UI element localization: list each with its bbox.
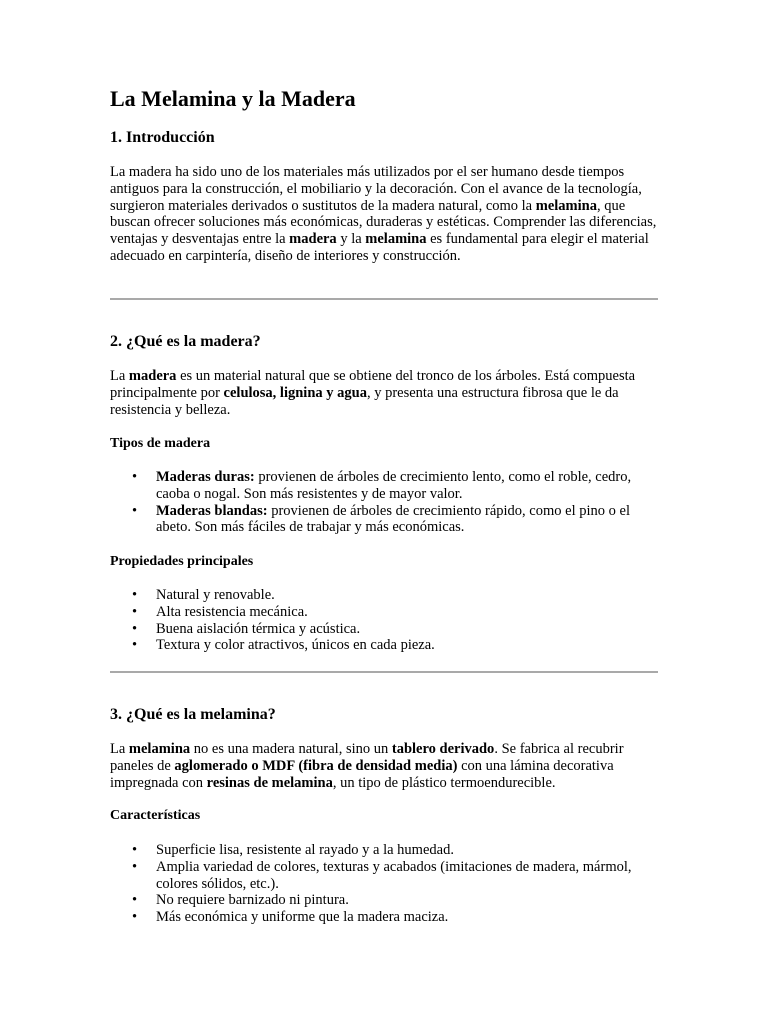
list-item-label: Maderas duras: [156, 469, 255, 485]
bold-resinas: resinas de melamina [206, 774, 333, 791]
characteristics-heading: Características [110, 808, 201, 823]
properties-list [110, 587, 658, 654]
section-2-heading: 2. ¿Qué es la madera? [110, 333, 261, 350]
madera-paragraph: La madera es un material natural que se obtiene del tronco de los árboles. Está compuesta principalmente por celulosa, lignina y agua, y presenta una estructura fibrosa que le da resistencia y belleza. [110, 368, 636, 418]
list-item: • Buena aislación térmica y acústica. [110, 621, 658, 638]
bold-mdf: aglomerado o MDF (fibra de densidad media) [174, 757, 458, 774]
section-3-heading: 3. ¿Qué es la melamina? [110, 706, 276, 723]
document-title [110, 84, 356, 116]
properties-heading: Propiedades principales [110, 554, 254, 569]
section-divider [110, 671, 658, 673]
section-divider [110, 298, 658, 300]
list-item: • Alta resistencia mecánica. [110, 604, 658, 621]
bold-melamina: melamina [365, 231, 427, 248]
melamina-paragraph: La melamina no es una madera natural, sino un tablero derivado. Se fabrica al recubrir paneles de aglomerado o MDF (fibra de densidad media) con una lámina decorativa impregnada con resinas de melamina, un tipo de plástico termoendurecible. [110, 741, 624, 791]
bold-madera: madera [128, 368, 177, 384]
bold-melamina: melamina [128, 741, 191, 757]
intro-paragraph: La madera ha sido uno de los materiales más utilizados por el ser humano desde tiempos antiguos para la construcción, el mobiliario y la decoración. Con el avance de la tecnología, surgieron materiales derivados o sustitutos de la madera natural, como la melamina, que buscan ofrecer soluciones más económicas, duraderas y estéticas. Comprender las diferencias, ventajas y desventajas entre la madera y la melamina es fundamental para elegir el material adecuado en carpintería, diseño de interiores y construcción. [110, 164, 657, 264]
bold-madera: madera [289, 231, 337, 248]
bold-tablero: tablero derivado [391, 741, 495, 757]
list-item: • Superficie lisa, resistente al rayado y a la humedad. [110, 842, 658, 859]
list-item: • No requiere barnizado ni pintura. [110, 892, 658, 909]
section-1-heading: 1. Introducción [110, 129, 215, 146]
types-heading: Tipos de madera [110, 436, 211, 451]
characteristics-list [110, 842, 658, 926]
list-item-label: Maderas blandas: [156, 502, 268, 519]
list-item: • Maderas blandas: provienen de árboles de crecimiento rápido, como el pino o el abeto. Son más fáciles de trabajar y más económicas. [110, 503, 658, 537]
list-item: • Maderas duras: provienen de árboles de crecimiento lento, como el roble, cedro, caoba o nogal. Son más resistentes y de mayor valor. [110, 469, 658, 503]
list-item: • Textura y color atractivos, únicos en cada pieza. [110, 637, 658, 654]
bold-composition: celulosa, lignina y agua [223, 384, 367, 401]
list-item: • Amplia variedad de colores, texturas y acabados (imitaciones de madera, mármol, colores sólidos, etc.). [110, 859, 658, 893]
types-list [110, 469, 658, 536]
document-title-text: La Melamina y la Madera [110, 86, 356, 111]
list-item: • Más económica y uniforme que la madera maciza. [110, 909, 658, 926]
list-item: • Natural y renovable. [110, 587, 658, 604]
bold-melamina: melamina [535, 197, 597, 214]
